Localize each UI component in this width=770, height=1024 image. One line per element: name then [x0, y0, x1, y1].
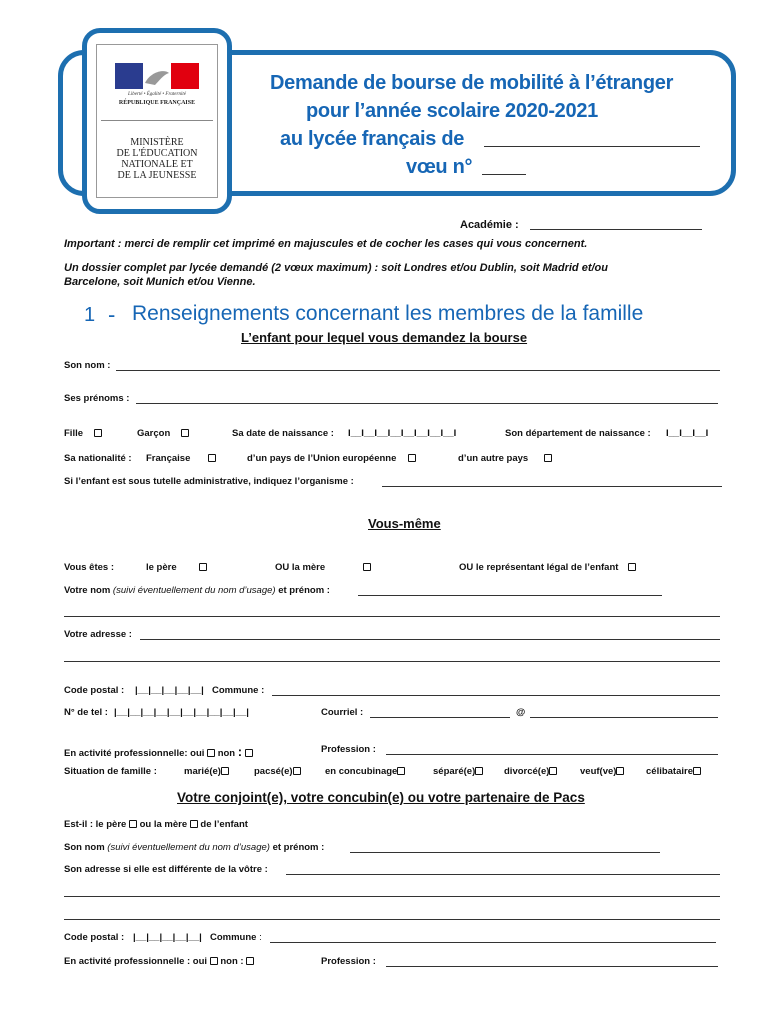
your-name-hint: (suivi éventuellement du nom d’usage) [112, 585, 276, 596]
your-address-label: Votre adresse : [64, 629, 132, 640]
guardianship-field[interactable] [382, 486, 722, 487]
title-line-1: Demande de bourse de mobilité à l’étranger [270, 72, 674, 94]
title-line-3: au lycée français de [280, 128, 465, 150]
partner-employment-no-checkbox[interactable] [246, 957, 254, 965]
partner-name-field[interactable] [350, 852, 660, 853]
important-note: Important : merci de remplir cet imprimé en majuscules et de cocher les cases qui vous concernent. [64, 238, 588, 250]
partner-employment-yes-checkbox[interactable] [210, 957, 218, 965]
partner-profession-label: Profession : [321, 956, 376, 967]
academie-label: Académie : [460, 219, 519, 231]
widowed-option[interactable] [580, 766, 624, 777]
fille-checkbox[interactable] [94, 429, 102, 437]
ministry-logo [96, 44, 218, 198]
your-name-field-line2[interactable] [64, 616, 720, 617]
pacs-label: pacsé(e) [254, 766, 293, 777]
postcode-label: Code postal : [64, 685, 125, 696]
partner-name-text: Son nom [64, 842, 105, 853]
partner-address-label: Son adresse si elle est différente de la vôtre : [64, 864, 268, 875]
republic-label: RÉPUBLIQUE FRANÇAISE [118, 100, 196, 106]
partner-commune-label [210, 932, 262, 943]
dossier-note-line1: Un dossier complet par lycée demandé (2 vœux maximum) : soit Londres et/ou Dublin, soit Madrid et/ou [64, 262, 608, 274]
employment-label: En activité professionnelle: oui [64, 748, 205, 759]
nationality-eu-label: d’un pays de l’Union européenne [247, 453, 397, 464]
father-option[interactable] [146, 562, 207, 573]
separated-option[interactable] [433, 766, 483, 777]
partner-employment-no-label: non : [220, 956, 244, 967]
legal-rep-option[interactable] [459, 562, 636, 573]
nationality-label: Sa nationalité : [64, 453, 132, 464]
cohabiting-label: en concubinage [325, 766, 398, 777]
nationality-french-checkbox[interactable] [208, 454, 216, 462]
ministry-line: DE LA JEUNESSE [117, 170, 197, 181]
your-name-label [64, 585, 330, 596]
marital-status-label: Situation de famille : [64, 766, 157, 777]
profession-field[interactable] [386, 754, 718, 755]
partner-father-label: Est-il : le père [64, 819, 127, 830]
partner-role-option[interactable] [64, 819, 248, 830]
legal-rep-label: OU le représentant légal de l’enfant [459, 562, 619, 573]
your-name-field[interactable] [358, 595, 662, 596]
nationality-french-option[interactable] [146, 453, 216, 464]
profession-label: Profession : [321, 744, 376, 755]
partner-name-suffix: et prénom : [272, 842, 325, 853]
email-label: Courriel : [321, 707, 364, 718]
partner-name-label [64, 842, 324, 853]
employment-no-label: non [217, 748, 236, 759]
pacs-option[interactable] [254, 766, 301, 777]
ministry-line: NATIONALE ET [121, 159, 193, 170]
logo-divider [101, 120, 213, 121]
commune-label: Commune : [212, 685, 265, 696]
partner-name-hint: (suivi éventuellement du nom d’usage) [107, 842, 270, 853]
section-number: 1 [84, 304, 96, 326]
birth-department-label: Son département de naissance : [505, 428, 651, 439]
nationality-eu-checkbox[interactable] [408, 454, 416, 462]
partner-address-field[interactable] [286, 874, 720, 875]
section-title: Renseignements concernant les membres de la famille [132, 302, 644, 325]
phone-label: N° de tel : [64, 707, 108, 718]
your-name-text: Votre nom [64, 585, 111, 596]
father-checkbox[interactable] [199, 563, 207, 571]
married-checkbox[interactable] [221, 767, 229, 775]
garcon-option[interactable] [137, 428, 189, 439]
partner-commune-text: Commune [210, 932, 257, 943]
widowed-label: veuf(ve) [580, 766, 617, 777]
you-are-label: Vous êtes : [64, 562, 114, 573]
your-name-suffix: et prénom : [278, 585, 330, 596]
cohabiting-option[interactable] [325, 766, 405, 777]
section-dash: - [108, 302, 116, 327]
legal-rep-checkbox[interactable] [628, 563, 636, 571]
ministry-line: MINISTÈRE [130, 137, 184, 148]
dossier-note-line2: Barcelone, soit Munich et/ou Vienne. [64, 276, 256, 288]
ministry-line: DE L'ÉDUCATION [116, 148, 198, 159]
single-option[interactable] [646, 766, 701, 777]
partner-profession-field[interactable] [386, 966, 718, 967]
divorced-checkbox[interactable] [549, 767, 557, 775]
partner-commune-colon: : [259, 932, 262, 943]
mother-option[interactable] [275, 562, 371, 573]
employment-colon: : [237, 744, 243, 759]
divorced-label: divorcé(e) [504, 766, 550, 777]
widowed-checkbox[interactable] [616, 767, 624, 775]
academie-field[interactable] [530, 229, 702, 230]
mother-label: OU la mère [275, 562, 326, 573]
phone-boxes[interactable]: |__|__|__|__|__|__|__|__|__|__| [114, 707, 249, 718]
married-label: marié(e) [184, 766, 221, 777]
partner-commune-field[interactable] [270, 942, 716, 943]
child-name-field[interactable] [116, 370, 720, 371]
nationality-eu-option[interactable] [247, 453, 416, 464]
ministry-name [97, 137, 217, 181]
email-domain-field[interactable] [530, 717, 718, 718]
nationality-other-option[interactable] [458, 453, 552, 464]
married-option[interactable] [184, 766, 229, 777]
garcon-label: Garçon [137, 428, 171, 439]
birthdate-boxes[interactable]: I__I__I__I__I__I__I__I__I [348, 428, 457, 439]
your-address-field-line2[interactable] [64, 661, 720, 662]
single-checkbox[interactable] [693, 767, 701, 775]
separated-label: séparé(e) [433, 766, 476, 777]
divorced-option[interactable] [504, 766, 557, 777]
birthdate-label: Sa date de naissance : [232, 428, 334, 439]
your-address-field[interactable] [140, 639, 720, 640]
partner-postcode-label: Code postal : [64, 932, 125, 943]
commune-field[interactable] [272, 695, 720, 696]
postcode-boxes[interactable]: |__|__|__|__|__| [135, 685, 204, 696]
partner-father-checkbox[interactable] [129, 820, 137, 828]
partner-address-field-line3[interactable] [64, 919, 720, 920]
partner-mother-label: ou la mère [139, 819, 188, 830]
marianne-flag-icon [115, 63, 199, 89]
employment-no-checkbox[interactable] [245, 749, 253, 757]
self-heading: Vous-même [368, 516, 441, 531]
email-at: @ [516, 707, 526, 718]
single-label: célibataire [646, 766, 693, 777]
birth-department-boxes[interactable]: I__I__I__I [666, 428, 709, 439]
garcon-checkbox[interactable] [181, 429, 189, 437]
partner-employment-option[interactable] [64, 956, 254, 967]
partner-mother-checkbox[interactable] [190, 820, 198, 828]
pacs-checkbox[interactable] [293, 767, 301, 775]
guardianship-label: Si l’enfant est sous tutelle administrative, indiquez l’organisme : [64, 476, 354, 487]
partner-postcode-boxes[interactable]: |__|__|__|__|__| [133, 932, 202, 943]
partner-address-field-line2[interactable] [64, 896, 720, 897]
separated-checkbox[interactable] [475, 767, 483, 775]
partner-heading: Votre conjoint(e), votre concubin(e) ou votre partenaire de Pacs [177, 790, 585, 805]
email-user-field[interactable] [370, 717, 510, 718]
employment-yes-checkbox[interactable] [207, 749, 215, 757]
lycee-field[interactable] [484, 146, 700, 147]
nationality-french-label: Française [146, 453, 191, 464]
voeu-field[interactable] [482, 174, 526, 175]
nationality-other-label: d’un autre pays [458, 453, 529, 464]
employment-option[interactable] [64, 744, 253, 759]
child-firstnames-field[interactable] [136, 403, 718, 404]
partner-employment-label: En activité professionnelle : oui [64, 956, 208, 967]
partner-child-label: de l’enfant [200, 819, 248, 830]
fille-label: Fille [64, 428, 84, 439]
father-label: le père [146, 562, 177, 573]
title-line-4: vœu n° [406, 156, 473, 178]
child-firstnames-label: Ses prénoms : [64, 393, 130, 404]
mother-checkbox[interactable] [363, 563, 371, 571]
child-name-label: Son nom : [64, 360, 111, 371]
fille-option[interactable] [64, 428, 102, 439]
motto: Liberté • Égalité • Fraternité [128, 92, 186, 97]
nationality-other-checkbox[interactable] [544, 454, 552, 462]
cohabiting-checkbox[interactable] [397, 767, 405, 775]
title-line-2: pour l’année scolaire 2020-2021 [306, 100, 598, 122]
child-heading: L’enfant pour lequel vous demandez la bourse [241, 330, 528, 345]
